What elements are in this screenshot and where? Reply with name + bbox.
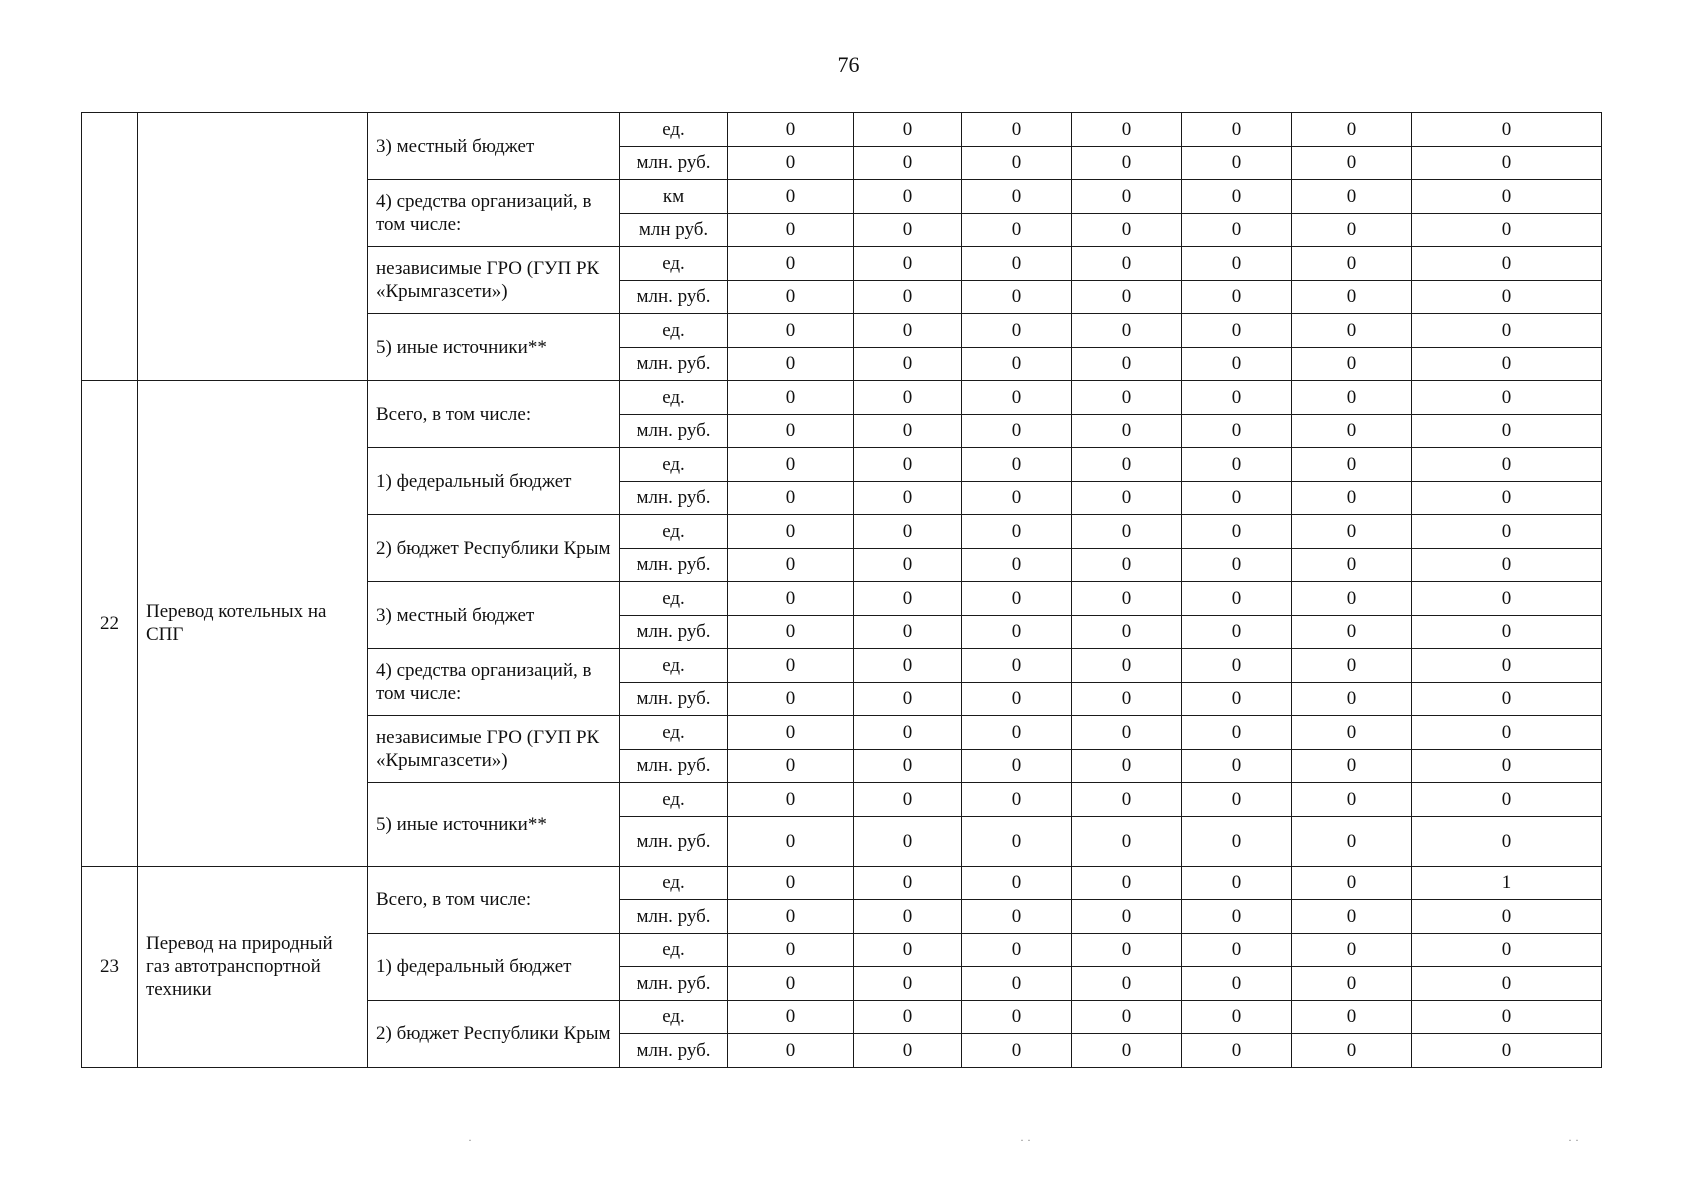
value-cell: 0 [728, 414, 854, 448]
value-cell: 0 [854, 515, 962, 549]
value-cell: 0 [962, 933, 1072, 967]
value-cell: 0 [962, 280, 1072, 314]
value-cell: 0 [1182, 347, 1292, 381]
value-cell: 0 [1292, 866, 1412, 900]
value-cell: 0 [854, 582, 962, 616]
value-cell: 0 [962, 146, 1072, 180]
value-cell: 0 [1412, 481, 1602, 515]
value-cell: 0 [1412, 448, 1602, 482]
value-cell: 0 [1292, 146, 1412, 180]
value-cell: 0 [1182, 1000, 1292, 1034]
value-cell: 0 [728, 146, 854, 180]
value-cell: 0 [1412, 515, 1602, 549]
value-cell: 0 [1292, 682, 1412, 716]
value-cell: 0 [728, 548, 854, 582]
value-cell: 0 [1182, 113, 1292, 147]
value-cell: 0 [962, 414, 1072, 448]
value-cell: 0 [962, 548, 1072, 582]
unit-cell: ед. [620, 783, 728, 817]
value-cell: 0 [854, 481, 962, 515]
value-cell: 0 [1182, 414, 1292, 448]
value-cell: 0 [854, 314, 962, 348]
value-cell: 0 [728, 247, 854, 281]
value-cell: 0 [1182, 933, 1292, 967]
value-cell: 0 [1412, 347, 1602, 381]
unit-cell: млн. руб. [620, 682, 728, 716]
value-cell: 0 [1292, 448, 1412, 482]
value-cell: 0 [1072, 414, 1182, 448]
value-cell: 0 [1182, 515, 1292, 549]
scan-speck: · · [1568, 1133, 1579, 1147]
unit-cell: ед. [620, 866, 728, 900]
value-cell: 0 [1072, 381, 1182, 415]
unit-cell: ед. [620, 1000, 728, 1034]
value-cell: 0 [1412, 749, 1602, 783]
value-cell: 0 [1182, 280, 1292, 314]
unit-cell: млн. руб. [620, 967, 728, 1001]
value-cell: 0 [962, 582, 1072, 616]
value-cell: 0 [1412, 933, 1602, 967]
unit-cell: млн. руб. [620, 347, 728, 381]
value-cell: 0 [728, 816, 854, 866]
value-cell: 0 [1412, 146, 1602, 180]
value-cell: 0 [1412, 314, 1602, 348]
value-cell: 0 [728, 615, 854, 649]
value-cell: 1 [1412, 866, 1602, 900]
value-cell: 0 [1412, 900, 1602, 934]
value-cell: 0 [1072, 615, 1182, 649]
scan-speck: · [468, 1133, 472, 1147]
value-cell: 0 [1072, 716, 1182, 750]
value-cell: 0 [962, 515, 1072, 549]
value-cell: 0 [854, 900, 962, 934]
value-cell: 0 [1182, 247, 1292, 281]
value-cell: 0 [1292, 933, 1412, 967]
value-cell: 0 [1182, 749, 1292, 783]
value-cell: 0 [728, 682, 854, 716]
value-cell: 0 [728, 866, 854, 900]
value-cell: 0 [1292, 649, 1412, 683]
value-cell: 0 [1292, 481, 1412, 515]
value-cell: 0 [854, 448, 962, 482]
value-cell: 0 [1182, 716, 1292, 750]
value-cell: 0 [854, 816, 962, 866]
unit-cell: ед. [620, 716, 728, 750]
value-cell: 0 [1182, 682, 1292, 716]
value-cell: 0 [1292, 783, 1412, 817]
value-cell: 0 [1182, 816, 1292, 866]
value-cell: 0 [962, 481, 1072, 515]
value-cell: 0 [1072, 783, 1182, 817]
value-cell: 0 [962, 749, 1072, 783]
value-cell: 0 [1072, 967, 1182, 1001]
value-cell: 0 [1412, 967, 1602, 1001]
value-cell: 0 [1412, 548, 1602, 582]
value-cell: 0 [1292, 515, 1412, 549]
funding-source: 1) федеральный бюджет [368, 933, 620, 1000]
value-cell: 0 [1412, 414, 1602, 448]
value-cell: 0 [1412, 381, 1602, 415]
value-cell: 0 [1292, 967, 1412, 1001]
value-cell: 0 [962, 716, 1072, 750]
value-cell: 0 [854, 1034, 962, 1068]
value-cell: 0 [1412, 113, 1602, 147]
value-cell: 0 [728, 213, 854, 247]
unit-cell: млн. руб. [620, 414, 728, 448]
item-name: Перевод на природный газ автотранспортной техники [138, 866, 368, 1067]
value-cell: 0 [1292, 347, 1412, 381]
value-cell: 0 [1412, 716, 1602, 750]
value-cell: 0 [1412, 649, 1602, 683]
value-cell: 0 [728, 933, 854, 967]
funding-source: независимые ГРО (ГУП РК «Крымгазсети») [368, 247, 620, 314]
value-cell: 0 [728, 649, 854, 683]
unit-cell: млн. руб. [620, 1034, 728, 1068]
value-cell: 0 [962, 816, 1072, 866]
value-cell: 0 [1412, 247, 1602, 281]
value-cell: 0 [1292, 113, 1412, 147]
unit-cell: млн. руб. [620, 615, 728, 649]
item-number-empty [82, 113, 138, 381]
value-cell: 0 [1292, 180, 1412, 214]
value-cell: 0 [1072, 113, 1182, 147]
value-cell: 0 [1182, 783, 1292, 817]
value-cell: 0 [728, 749, 854, 783]
value-cell: 0 [1072, 347, 1182, 381]
item-name-empty [138, 113, 368, 381]
unit-cell: ед. [620, 448, 728, 482]
value-cell: 0 [728, 381, 854, 415]
funding-source: Всего, в том числе: [368, 866, 620, 933]
unit-cell: млн. руб. [620, 146, 728, 180]
value-cell: 0 [854, 213, 962, 247]
value-cell: 0 [854, 749, 962, 783]
value-cell: 0 [854, 967, 962, 1001]
value-cell: 0 [962, 347, 1072, 381]
funding-source: 2) бюджет Республики Крым [368, 1000, 620, 1067]
value-cell: 0 [854, 615, 962, 649]
table-row [82, 113, 1602, 147]
value-cell: 0 [854, 933, 962, 967]
value-cell: 0 [1072, 180, 1182, 214]
value-cell: 0 [1182, 180, 1292, 214]
funding-source: 4) средства организаций, в том числе: [368, 649, 620, 716]
value-cell: 0 [1182, 448, 1292, 482]
value-cell: 0 [1182, 548, 1292, 582]
funding-source: 3) местный бюджет [368, 113, 620, 180]
unit-cell: млн. руб. [620, 749, 728, 783]
value-cell: 0 [854, 146, 962, 180]
value-cell: 0 [1072, 649, 1182, 683]
unit-cell: млн руб. [620, 213, 728, 247]
value-cell: 0 [728, 1000, 854, 1034]
value-cell: 0 [854, 716, 962, 750]
value-cell: 0 [1072, 314, 1182, 348]
value-cell: 0 [1072, 816, 1182, 866]
value-cell: 0 [854, 649, 962, 683]
unit-cell: млн. руб. [620, 481, 728, 515]
value-cell: 0 [962, 381, 1072, 415]
value-cell: 0 [854, 381, 962, 415]
unit-cell: км [620, 180, 728, 214]
unit-cell: ед. [620, 381, 728, 415]
value-cell: 0 [728, 113, 854, 147]
value-cell: 0 [1182, 615, 1292, 649]
value-cell: 0 [728, 515, 854, 549]
funding-source: Всего, в том числе: [368, 381, 620, 448]
value-cell: 0 [1292, 247, 1412, 281]
value-cell: 0 [1072, 933, 1182, 967]
scan-speck: · · [1020, 1133, 1031, 1147]
unit-cell: ед. [620, 649, 728, 683]
value-cell: 0 [728, 1034, 854, 1068]
unit-cell: ед. [620, 314, 728, 348]
value-cell: 0 [1292, 381, 1412, 415]
value-cell: 0 [1072, 247, 1182, 281]
value-cell: 0 [962, 113, 1072, 147]
value-cell: 0 [1072, 548, 1182, 582]
table-row [82, 381, 1602, 415]
value-cell: 0 [1072, 749, 1182, 783]
value-cell: 0 [1412, 615, 1602, 649]
value-cell: 0 [962, 900, 1072, 934]
value-cell: 0 [854, 682, 962, 716]
unit-cell: ед. [620, 247, 728, 281]
value-cell: 0 [854, 783, 962, 817]
value-cell: 0 [1292, 816, 1412, 866]
value-cell: 0 [854, 414, 962, 448]
value-cell: 0 [854, 180, 962, 214]
value-cell: 0 [962, 314, 1072, 348]
value-cell: 0 [962, 448, 1072, 482]
funding-source: 4) средства организаций, в том числе: [368, 180, 620, 247]
unit-cell: млн. руб. [620, 280, 728, 314]
value-cell: 0 [1412, 1034, 1602, 1068]
value-cell: 0 [962, 1034, 1072, 1068]
table-row [82, 866, 1602, 900]
value-cell: 0 [1292, 280, 1412, 314]
value-cell: 0 [1182, 146, 1292, 180]
unit-cell: ед. [620, 113, 728, 147]
value-cell: 0 [1412, 816, 1602, 866]
value-cell: 0 [854, 1000, 962, 1034]
value-cell: 0 [1072, 213, 1182, 247]
item-number: 22 [82, 381, 138, 867]
funding-source: 5) иные источники** [368, 783, 620, 867]
value-cell: 0 [962, 649, 1072, 683]
unit-cell: ед. [620, 515, 728, 549]
value-cell: 0 [1292, 900, 1412, 934]
value-cell: 0 [1072, 866, 1182, 900]
value-cell: 0 [728, 582, 854, 616]
value-cell: 0 [962, 247, 1072, 281]
table-body [82, 113, 1602, 1068]
value-cell: 0 [1182, 213, 1292, 247]
value-cell: 0 [728, 967, 854, 1001]
value-cell: 0 [1182, 866, 1292, 900]
funding-source: 1) федеральный бюджет [368, 448, 620, 515]
value-cell: 0 [1412, 180, 1602, 214]
value-cell: 0 [1292, 1000, 1412, 1034]
value-cell: 0 [1182, 649, 1292, 683]
value-cell: 0 [962, 615, 1072, 649]
value-cell: 0 [728, 180, 854, 214]
value-cell: 0 [1412, 280, 1602, 314]
value-cell: 0 [1292, 716, 1412, 750]
value-cell: 0 [962, 866, 1072, 900]
value-cell: 0 [1292, 314, 1412, 348]
value-cell: 0 [728, 280, 854, 314]
value-cell: 0 [1292, 213, 1412, 247]
value-cell: 0 [854, 866, 962, 900]
value-cell: 0 [962, 213, 1072, 247]
value-cell: 0 [1292, 548, 1412, 582]
value-cell: 0 [728, 900, 854, 934]
value-cell: 0 [854, 280, 962, 314]
value-cell: 0 [1182, 1034, 1292, 1068]
value-cell: 0 [728, 314, 854, 348]
value-cell: 0 [962, 1000, 1072, 1034]
value-cell: 0 [1072, 280, 1182, 314]
value-cell: 0 [1072, 146, 1182, 180]
value-cell: 0 [728, 481, 854, 515]
unit-cell: ед. [620, 933, 728, 967]
value-cell: 0 [854, 247, 962, 281]
value-cell: 0 [1182, 314, 1292, 348]
value-cell: 0 [854, 548, 962, 582]
value-cell: 0 [1072, 515, 1182, 549]
funding-source: независимые ГРО (ГУП РК «Крымгазсети») [368, 716, 620, 783]
value-cell: 0 [962, 682, 1072, 716]
value-cell: 0 [728, 347, 854, 381]
value-cell: 0 [854, 347, 962, 381]
value-cell: 0 [1412, 582, 1602, 616]
value-cell: 0 [1072, 582, 1182, 616]
value-cell: 0 [1072, 481, 1182, 515]
value-cell: 0 [1072, 1034, 1182, 1068]
investment-table [81, 112, 1602, 1068]
funding-source: 5) иные источники** [368, 314, 620, 381]
value-cell: 0 [1072, 1000, 1182, 1034]
value-cell: 0 [1412, 1000, 1602, 1034]
unit-cell: млн. руб. [620, 548, 728, 582]
value-cell: 0 [1412, 682, 1602, 716]
funding-source: 2) бюджет Республики Крым [368, 515, 620, 582]
value-cell: 0 [1182, 900, 1292, 934]
unit-cell: ед. [620, 582, 728, 616]
value-cell: 0 [1072, 682, 1182, 716]
value-cell: 0 [1292, 615, 1412, 649]
value-cell: 0 [1412, 213, 1602, 247]
value-cell: 0 [1182, 582, 1292, 616]
unit-cell: млн. руб. [620, 816, 728, 866]
page-number: 76 [837, 52, 860, 77]
funding-source: 3) местный бюджет [368, 582, 620, 649]
value-cell: 0 [962, 180, 1072, 214]
value-cell: 0 [1182, 481, 1292, 515]
value-cell: 0 [1182, 381, 1292, 415]
value-cell: 0 [728, 716, 854, 750]
value-cell: 0 [1292, 749, 1412, 783]
value-cell: 0 [1182, 967, 1292, 1001]
value-cell: 0 [1292, 1034, 1412, 1068]
unit-cell: млн. руб. [620, 900, 728, 934]
value-cell: 0 [728, 448, 854, 482]
value-cell: 0 [728, 783, 854, 817]
value-cell: 0 [1412, 783, 1602, 817]
value-cell: 0 [1292, 582, 1412, 616]
item-number: 23 [82, 866, 138, 1067]
value-cell: 0 [962, 783, 1072, 817]
item-name: Перевод котельных на СПГ [138, 381, 368, 867]
value-cell: 0 [1072, 448, 1182, 482]
value-cell: 0 [1292, 414, 1412, 448]
value-cell: 0 [1072, 900, 1182, 934]
value-cell: 0 [854, 113, 962, 147]
value-cell: 0 [962, 967, 1072, 1001]
